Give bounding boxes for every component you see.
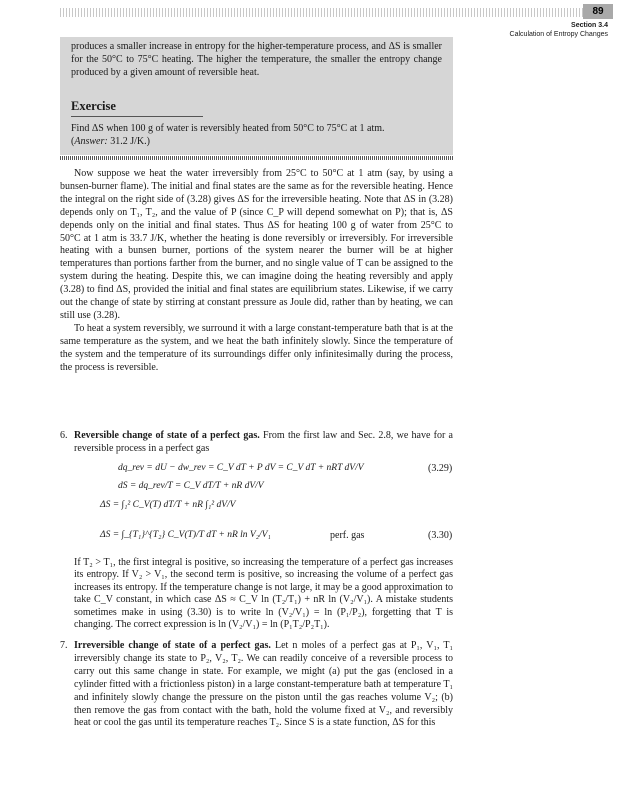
page-number: 89 (583, 4, 613, 19)
equation-3-30: ΔS = ∫_{T₁}^{T₂} C_V(T)/T dT + nR ln V₂/V₁ (100, 530, 271, 540)
section-heading (510, 21, 608, 39)
equation-number-3-29: (3.29) (428, 463, 453, 474)
exercise-title: Exercise (71, 99, 116, 113)
item-body: Let n moles of a perfect gas at P₁, V₁, T₁ irreversibly change its state to P₂, V₂, T₂. We can readily conceive of a reversible process to carry out this same change in state. For example, we might (a) put the gas (enclosed in a cylinder fitted with a frictionless piston) in a large constant-temperature bath at temperature T₁ and infinitely slowly change the pressure on the piston until the gas reaches volume V₂; (b) then remove the gas from contact with the bath, hold the volume fixed at V₂, and reversibly heat or cool the gas until its temperature reaches T₂. Since S is a state function, ΔS for this (74, 640, 454, 729)
item-number: 6. (60, 430, 68, 441)
equation-delta-s-integral: ΔS = ∫₁² C_V(T) dT/T + nR ∫₁² dV/V (100, 500, 236, 510)
item-number: 7. (60, 640, 68, 651)
equation-3-29: dq_rev = dU − dw_rev = C_V dT + P dV = C_V dT + nRT dV/V (118, 463, 364, 473)
item-body: From the first law and Sec. 2.8, we have for a reversible process in a perfect gas (74, 430, 453, 454)
answer-label: Answer: (74, 136, 108, 147)
equation-ds: dS = dq_rev/T = C_V dT/T + nR dV/V (118, 481, 264, 491)
list-item-6 (60, 430, 453, 456)
exercise-text: Find ΔS when 100 g of water is reversibly heated from 50°C to 75°C at 1 atm. (Answer: 31.2 J/K.) (71, 123, 385, 147)
item-title: Reversible change of state of a perfect gas. (74, 430, 260, 441)
body-text (60, 168, 453, 375)
item-title: Irreversible change of state of a perfect gas. (74, 640, 271, 651)
answer-value: 31.2 J/K. (110, 136, 147, 147)
exercise-underline (71, 116, 203, 117)
exercise-question: Find ΔS when 100 g of water is reversibly heated from 50°C to 75°C at 1 atm. (71, 123, 385, 134)
item-6-continuation: If T₂ > T₁, the first integral is positive, so increasing the temperature of a perfect gas increases its entropy. If V₂ > V₁, the second term is positive, so increasing the volume of a perfect gas increases its entropy. If the temperature change is not large, it may be a good approximation to take C_V constant, in which case ΔS ≈ C_V ln (T₂/T₁) + nR ln (V₂/V₁). A mistake students sometimes make in using (3.30) is to write ln (V₂/V₁) = ln (P₁/P₂), forgetting that T is changing. The correct expression is ln (V₂/V₁) = ln (P₁T₂/P₂T₁). (74, 557, 453, 631)
box-intro-text: produces a smaller increase in entropy for the higher-temperature process, and ΔS is smaller for the 50°C to 75°C heating. The higher the temperature, the smaller the entropy change produced by a given amount of reversible heat. (71, 41, 442, 78)
item-text (74, 430, 453, 456)
equation-number-3-30: (3.30) (428, 530, 453, 541)
header-rule (60, 8, 605, 17)
paragraph-2: To heat a system reversibly, we surround it with a large constant-temperature bath that is at the same temperature as the system, and we heat the bath infinitely slowly. Since the temperature of the system and the temperature of its surroundings differ only infinitesimally during the process, the process is reversible. (60, 322, 453, 373)
list-item-7 (60, 640, 453, 730)
exercise-box (60, 37, 453, 155)
section-number: Section 3.4 (571, 22, 608, 29)
box-dotted-rule (60, 156, 453, 160)
equation-label-perf-gas: perf. gas (330, 530, 365, 541)
paragraph-1: Now suppose we heat the water irreversibly from 25°C to 50°C at 1 atm (say, by using a bunsen-burner flame). The initial and final states are the same as for the reversible heating. Hence the integral on the right side of (3.28) gives ΔS for the irreversible heating. Note that ΔS in (3.28) depends only on T₁, T₂, and the value of P (since C_P will depend somewhat on P); that is, ΔS depends only on the initial and final states. Thus ΔS for heating 100 g of water from 25°C to 50°C at 1 atm is 33.7 J/K, whether the heating is done reversibly or irreversibly. For irreversible heating with a bunsen burner, portions of the system nearer the burner will be at higher temperatures than portions farther from the burner, and no single value of T can be assigned to the system during the heating. Despite this, we can imagine doing the heating reversibly and apply (3.28) to find ΔS, provided the initial and final states are equilibrium states. Likewise, if we carry out the change of state by stirring at constant pressure as Joule did, rather than by heating, we can still use (3.28). (60, 168, 453, 321)
item-text (74, 640, 453, 730)
section-title: Calculation of Entropy Changes (509, 31, 608, 38)
